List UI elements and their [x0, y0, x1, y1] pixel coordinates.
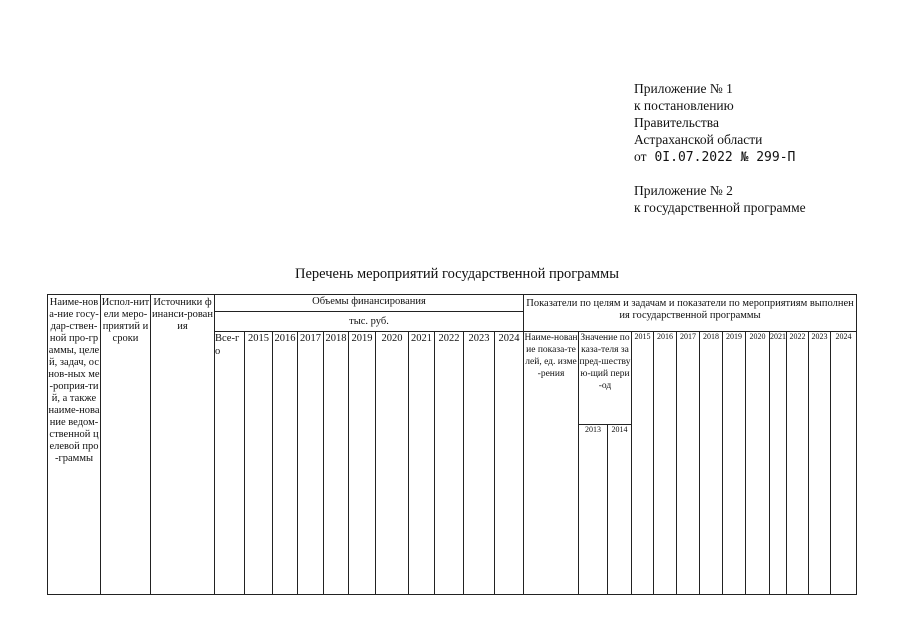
- funding-year-2024: 2024: [495, 332, 524, 595]
- indicators-header: Показатели по целям и задачам и показатели по мероприятиям выполнения государственной программы: [524, 295, 857, 332]
- indicator-name-header: Наиме-нование показа-телей, ед. изме-рения: [524, 332, 579, 595]
- indicator-year-2015: 2015: [632, 332, 654, 595]
- indicator-year-2017: 2017: [677, 332, 700, 595]
- funding-year-2023: 2023: [464, 332, 495, 595]
- indicator-year-2021: 2021: [770, 332, 787, 595]
- indicator-year-2022: 2022: [787, 332, 809, 595]
- indicator-year-2024: 2024: [831, 332, 857, 595]
- funding-year-2017: 2017: [298, 332, 324, 595]
- col-executors-header: Испол-нители меро-приятий и сроки: [101, 295, 151, 595]
- measures-table: [47, 294, 857, 595]
- annex-block: [634, 80, 806, 216]
- funding-year-2022: 2022: [435, 332, 464, 595]
- funding-year-2016: 2016: [273, 332, 298, 595]
- col-name-header: Наиме-нова-ние госу-дар-ствен-ной про-граммы, целей, задач, основ-ных ме-роприя-тий, а также наиме-нование ведом-ственной целевой про-граммы: [48, 295, 101, 595]
- funding-unit: тыс. руб.: [215, 312, 524, 332]
- indicator-year-2016: 2016: [654, 332, 677, 595]
- funding-header: Объемы финансирования: [215, 295, 524, 312]
- annex-date-prefix: от: [634, 149, 647, 164]
- annex-line-2: к постановлению: [634, 98, 734, 113]
- funding-year-2021: 2021: [409, 332, 435, 595]
- annex-line-3: Правительства: [634, 115, 719, 130]
- page-title: Перечень мероприятий государственной программы: [295, 266, 619, 282]
- indicator-year-2018: 2018: [700, 332, 723, 595]
- funding-year-2018: 2018: [324, 332, 349, 595]
- annex-line-1: Приложение № 1: [634, 81, 733, 96]
- annex-line-4: Астраханской области: [634, 132, 763, 147]
- funding-year-2020: 2020: [376, 332, 409, 595]
- funding-year-2019: 2019: [349, 332, 376, 595]
- prev-year-2014: 2014: [608, 425, 632, 595]
- indicator-year-2020: 2020: [746, 332, 770, 595]
- annex-date-line: [634, 148, 806, 166]
- funding-total-header: Все-го: [215, 332, 245, 595]
- annex-date-value: 0I.07.2022 № 299-П: [654, 150, 796, 165]
- funding-year-2015: 2015: [245, 332, 273, 595]
- indicator-value-header: Значение показа-теля за пред-шествую-щий пери-од: [579, 332, 632, 425]
- prev-year-2013: 2013: [579, 425, 608, 595]
- annex-line-6: Приложение № 2: [634, 183, 733, 198]
- indicator-year-2019: 2019: [723, 332, 746, 595]
- indicator-year-2023: 2023: [809, 332, 831, 595]
- col-sources-header: Источники финанси-рования: [151, 295, 215, 595]
- annex-line-7: к государственной программе: [634, 200, 806, 215]
